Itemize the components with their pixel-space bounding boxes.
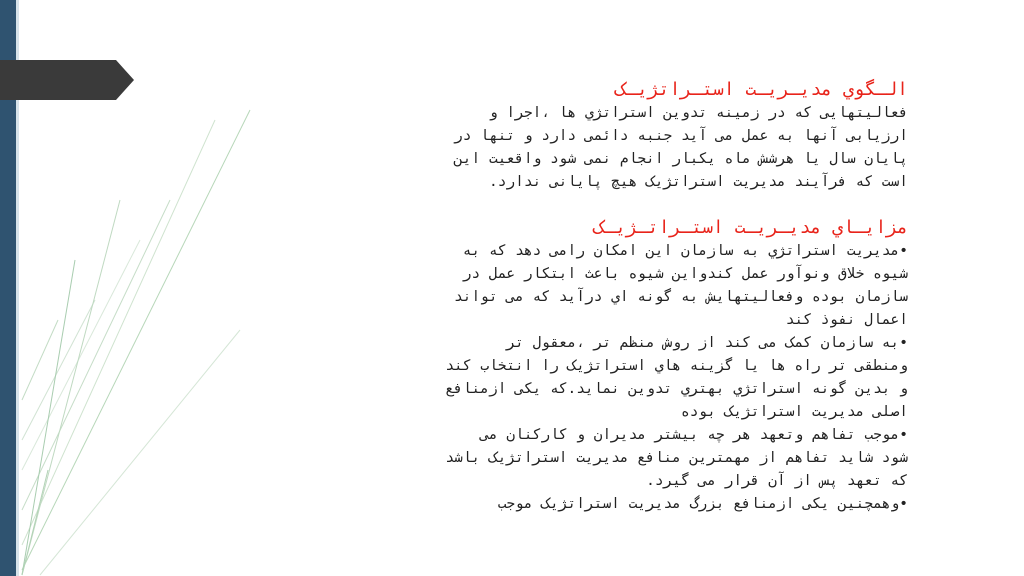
text-line: ومنطقی تر راه ها يا گزينه هاي استراتژيک را انتخاب كند xyxy=(445,358,908,374)
bullet-line: •موجب تفاهم وتعهد هر چه بيشتر مديران و كاركنان می xyxy=(480,427,908,443)
text-line: پایان سال یا هرشش ماه یکبار انجام نمی شود واقعیت این xyxy=(454,151,908,167)
bullet-line: •مديريت استراتژي به سازمان اين امكان رامی دهد كه به xyxy=(462,243,908,259)
text-line: و بدين گونه استراتژي بهتري تدوين نمايد.كه یکی ازمنافع xyxy=(445,381,908,397)
section-title-model: الـگوي مديـريـت استـراتژيـک xyxy=(615,79,908,100)
text-line: اعمال نفوذ كند xyxy=(785,312,908,328)
benefits-list xyxy=(208,240,908,516)
title-ribbon-arrow xyxy=(0,60,134,100)
section-title-benefits: مزايـاي مديـريـت استـراتـژيـک xyxy=(593,217,908,238)
bullet-line: •وهمچنین یکی ازمنافع بزرگ مدیریت استراتژیک موجب xyxy=(497,496,908,512)
text-line: شود شاید تفاهم از مهمترين منافع مديريت استراتژيک باشد xyxy=(445,450,908,466)
text-line: اصلی مدیریت استراتژیک بوده xyxy=(681,404,908,420)
text-line: كه تعهد پس از آن قرار می گيرد. xyxy=(646,473,908,489)
text-line: شيوه خلاق ونوآور عمل كندواين شيوه باعث ابتكار عمل در xyxy=(462,266,908,282)
paragraph-model xyxy=(208,102,908,194)
bullet-line: •به سازمان كمک می كند از روش منظم تر ،معقول تر xyxy=(506,335,908,351)
text-line: فعالیتهایی که در زمینه تدوین استراتژي ها ،اجرا و xyxy=(488,105,908,121)
text-line: ارزیابی آنها به عمل می آید جنبه دائمی دارد و تنها در xyxy=(454,128,908,144)
slide-content xyxy=(208,78,908,516)
text-line: سازمان بوده وفعاليتهايش به گونه اي درآيد كه می تواند xyxy=(454,289,908,305)
text-line: است که فرآیند مدیریت استراتژیک هیچ پایانی ندارد. xyxy=(488,174,908,190)
